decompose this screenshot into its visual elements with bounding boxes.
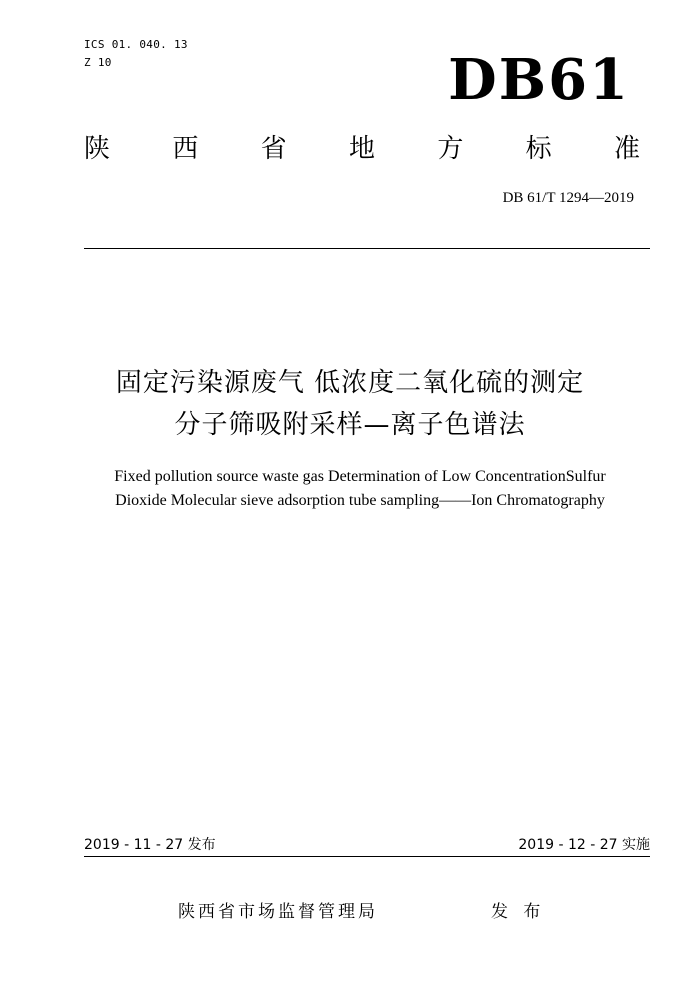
title-cn-line1: 固定污染源废气 低浓度二氧化硫的测定 [115,368,585,398]
implement-date: 2019 - 12 - 27 实施 [518,837,650,853]
standard-type-char: 标 [525,134,552,164]
standard-type [84,136,640,162]
top-divider [84,248,650,249]
standard-type-char: 西 [172,134,199,164]
standard-code: DB 61/T 1294—2019 [502,190,634,206]
ccs-code: Z 10 [84,56,112,69]
bottom-divider [84,856,650,857]
issue-date: 2019 - 11 - 27 发布 [84,837,216,853]
issuing-authority: 陕西省市场监督管理局 [178,902,378,922]
title-cn-line2: 分子筛吸附采样—离子色谱法 [174,410,526,440]
title-en-line1: Fixed pollution source waste gas Determination of Low ConcentrationSulfur [114,468,606,485]
standard-type-char: 地 [348,134,375,164]
standard-type-char: 准 [613,134,640,164]
standard-type-char: 省 [260,134,287,164]
publish-label: 发 布 [491,902,546,922]
title-en-line2: Dioxide Molecular sieve adsorption tube sampling——Ion Chromatography [115,492,605,509]
ics-code: ICS 01. 040. 13 [84,38,188,51]
standard-type-char: 陕 [84,134,111,164]
db-logo: DB61 [448,47,630,113]
standard-type-char: 方 [437,134,464,164]
